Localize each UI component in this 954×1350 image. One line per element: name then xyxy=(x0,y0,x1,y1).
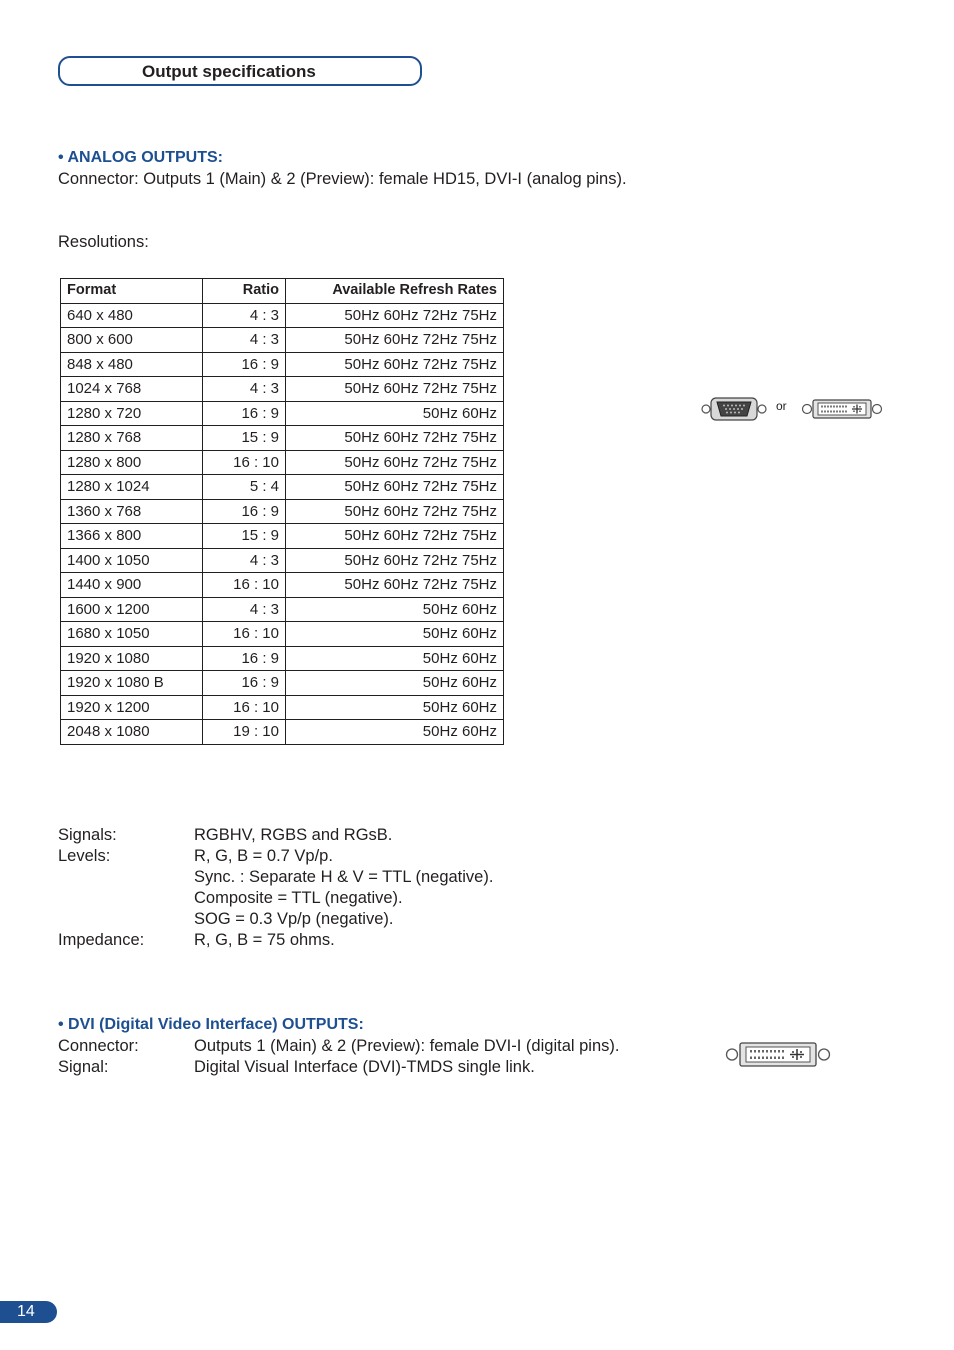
format-cell: 1920 x 1200 xyxy=(61,695,203,720)
rates-cell: 50Hz 60Hz xyxy=(286,695,504,720)
rates-cell: 50Hz 60Hz 72Hz 75Hz xyxy=(286,524,504,549)
signals-value: RGBHV, RGBS and RGsB. xyxy=(194,826,393,844)
table-row xyxy=(61,328,504,353)
format-cell: 1280 x 800 xyxy=(61,450,203,475)
rates-cell: 50Hz 60Hz xyxy=(286,401,504,426)
table-row xyxy=(61,450,504,475)
format-cell: 848 x 480 xyxy=(61,352,203,377)
rates-cell: 50Hz 60Hz 72Hz 75Hz xyxy=(286,328,504,353)
header-ratio: Ratio xyxy=(203,279,286,304)
dvi-connector-label: Connector: xyxy=(58,1037,139,1055)
signals-label: Signals: xyxy=(58,826,117,844)
levels-value-3: Composite = TTL (negative). xyxy=(194,889,403,907)
dvi-connector-icon xyxy=(801,398,883,420)
rates-cell: 50Hz 60Hz 72Hz 75Hz xyxy=(286,475,504,500)
levels-value-1: R, G, B = 0.7 Vp/p. xyxy=(194,847,333,865)
table-row xyxy=(61,622,504,647)
dvi-signal-value: Digital Visual Interface (DVI)-TMDS single link. xyxy=(194,1058,535,1076)
rates-cell: 50Hz 60Hz 72Hz 75Hz xyxy=(286,352,504,377)
format-cell: 800 x 600 xyxy=(61,328,203,353)
ratio-cell: 16 : 10 xyxy=(203,695,286,720)
impedance-label: Impedance: xyxy=(58,931,145,949)
table-row xyxy=(61,303,504,328)
ratio-cell: 4 : 3 xyxy=(203,377,286,402)
rates-cell: 50Hz 60Hz 72Hz 75Hz xyxy=(286,450,504,475)
table-row xyxy=(61,573,504,598)
dvi-outputs-heading: • DVI (Digital Video Interface) OUTPUTS: xyxy=(58,1016,364,1033)
format-cell: 1440 x 900 xyxy=(61,573,203,598)
ratio-cell: 15 : 9 xyxy=(203,426,286,451)
section-title: Output specifications xyxy=(142,62,316,81)
format-cell: 1680 x 1050 xyxy=(61,622,203,647)
rates-cell: 50Hz 60Hz 72Hz 75Hz xyxy=(286,573,504,598)
page-number-badge xyxy=(0,1301,57,1323)
rates-cell: 50Hz 60Hz 72Hz 75Hz xyxy=(286,499,504,524)
header-refresh-rates: Available Refresh Rates xyxy=(286,279,504,304)
format-cell: 2048 x 1080 xyxy=(61,720,203,745)
page-number: 14 xyxy=(17,1303,35,1320)
levels-value-2: Sync. : Separate H & V = TTL (negative). xyxy=(194,868,494,886)
format-cell: 1920 x 1080 B xyxy=(61,671,203,696)
dvi-signal-label: Signal: xyxy=(58,1058,109,1076)
table-row xyxy=(61,671,504,696)
table-row xyxy=(61,720,504,745)
format-cell: 640 x 480 xyxy=(61,303,203,328)
rates-cell: 50Hz 60Hz 72Hz 75Hz xyxy=(286,377,504,402)
table-row xyxy=(61,426,504,451)
resolutions-table xyxy=(60,278,504,745)
ratio-cell: 16 : 9 xyxy=(203,671,286,696)
format-cell: 1280 x 720 xyxy=(61,401,203,426)
ratio-cell: 16 : 10 xyxy=(203,450,286,475)
format-cell: 1400 x 1050 xyxy=(61,548,203,573)
levels-label: Levels: xyxy=(58,847,111,865)
ratio-cell: 16 : 9 xyxy=(203,401,286,426)
format-cell: 1600 x 1200 xyxy=(61,597,203,622)
or-label: or xyxy=(776,399,787,413)
table-row xyxy=(61,548,504,573)
analog-connector-text: Connector: Outputs 1 (Main) & 2 (Preview): female HD15, DVI-I (analog pins). xyxy=(58,170,627,188)
table-row xyxy=(61,377,504,402)
table-row xyxy=(61,646,504,671)
ratio-cell: 15 : 9 xyxy=(203,524,286,549)
impedance-value: R, G, B = 75 ohms. xyxy=(194,931,335,949)
format-cell: 1280 x 768 xyxy=(61,426,203,451)
ratio-cell: 16 : 10 xyxy=(203,573,286,598)
ratio-cell: 4 : 3 xyxy=(203,548,286,573)
format-cell: 1024 x 768 xyxy=(61,377,203,402)
analog-outputs-heading: • ANALOG OUTPUTS: xyxy=(58,149,223,166)
table-row xyxy=(61,597,504,622)
ratio-cell: 16 : 9 xyxy=(203,646,286,671)
rates-cell: 50Hz 60Hz xyxy=(286,720,504,745)
ratio-cell: 4 : 3 xyxy=(203,328,286,353)
table-row xyxy=(61,475,504,500)
hd15-connector-icon xyxy=(700,396,768,422)
table-row xyxy=(61,524,504,549)
ratio-cell: 16 : 10 xyxy=(203,622,286,647)
ratio-cell: 5 : 4 xyxy=(203,475,286,500)
ratio-cell: 4 : 3 xyxy=(203,303,286,328)
ratio-cell: 16 : 9 xyxy=(203,352,286,377)
rates-cell: 50Hz 60Hz xyxy=(286,646,504,671)
ratio-cell: 4 : 3 xyxy=(203,597,286,622)
resolutions-label: Resolutions: xyxy=(58,233,149,251)
rates-cell: 50Hz 60Hz 72Hz 75Hz xyxy=(286,426,504,451)
dvi-connector-icon xyxy=(724,1041,832,1068)
table-row xyxy=(61,499,504,524)
rates-cell: 50Hz 60Hz xyxy=(286,671,504,696)
section-header-box xyxy=(58,56,422,86)
table-row xyxy=(61,401,504,426)
rates-cell: 50Hz 60Hz 72Hz 75Hz xyxy=(286,548,504,573)
format-cell: 1360 x 768 xyxy=(61,499,203,524)
format-cell: 1280 x 1024 xyxy=(61,475,203,500)
rates-cell: 50Hz 60Hz 72Hz 75Hz xyxy=(286,303,504,328)
table-header-row xyxy=(61,279,504,304)
rates-cell: 50Hz 60Hz xyxy=(286,597,504,622)
format-cell: 1366 x 800 xyxy=(61,524,203,549)
rates-cell: 50Hz 60Hz xyxy=(286,622,504,647)
ratio-cell: 16 : 9 xyxy=(203,499,286,524)
table-row xyxy=(61,695,504,720)
ratio-cell: 19 : 10 xyxy=(203,720,286,745)
levels-value-4: SOG = 0.3 Vp/p (negative). xyxy=(194,910,394,928)
table-row xyxy=(61,352,504,377)
header-format: Format xyxy=(61,279,203,304)
format-cell: 1920 x 1080 xyxy=(61,646,203,671)
dvi-connector-value: Outputs 1 (Main) & 2 (Preview): female DVI-I (digital pins). xyxy=(194,1037,620,1055)
